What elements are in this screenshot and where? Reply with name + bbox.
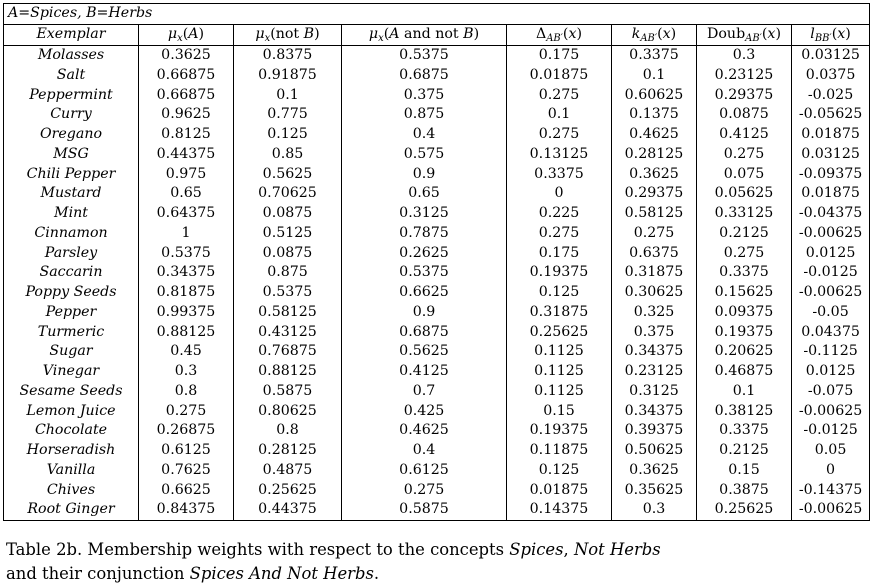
- value-cell: 0.125: [234, 125, 342, 145]
- exemplar-cell: Oregano: [4, 125, 139, 145]
- value-cell: 0.3375: [697, 421, 792, 441]
- value-cell: 0.9625: [139, 105, 234, 125]
- value-cell: 0.29375: [612, 184, 697, 204]
- value-cell: -0.14375: [792, 481, 870, 501]
- value-cell: 0.04375: [792, 323, 870, 343]
- value-cell: 0.4875: [234, 461, 342, 481]
- value-cell: 0: [792, 461, 870, 481]
- value-cell: 0.3: [139, 362, 234, 382]
- value-cell: 0.175: [507, 244, 612, 264]
- value-cell: 0.3125: [342, 204, 507, 224]
- value-cell: 0.31875: [507, 303, 612, 323]
- value-cell: 0.05: [792, 441, 870, 461]
- value-cell: 0.65: [139, 184, 234, 204]
- value-cell: 0.3125: [612, 382, 697, 402]
- value-cell: -0.00625: [792, 402, 870, 422]
- value-cell: -0.00625: [792, 283, 870, 303]
- value-cell: 0.2125: [697, 441, 792, 461]
- value-cell: 0.65: [342, 184, 507, 204]
- value-cell: -0.025: [792, 86, 870, 106]
- value-cell: 0.05625: [697, 184, 792, 204]
- value-cell: 0.15625: [697, 283, 792, 303]
- table-row: [4, 342, 870, 362]
- column-header-6: [697, 25, 792, 46]
- column-header-1: [139, 25, 234, 46]
- value-cell: 0.8: [234, 421, 342, 441]
- value-cell: 0.20625: [697, 342, 792, 362]
- caption-concept-spices: Spices: [509, 540, 564, 559]
- value-cell: 0.25625: [507, 323, 612, 343]
- value-cell: 0.3375: [697, 263, 792, 283]
- value-cell: -0.00625: [792, 500, 870, 520]
- value-cell: 0.3625: [139, 46, 234, 66]
- value-cell: 0.13125: [507, 145, 612, 165]
- value-cell: 0.375: [612, 323, 697, 343]
- value-cell: 0.5875: [342, 500, 507, 520]
- exemplar-cell: Pepper: [4, 303, 139, 323]
- value-cell: 0.34375: [139, 263, 234, 283]
- value-cell: 0.01875: [792, 125, 870, 145]
- column-header-2: [234, 25, 342, 46]
- value-cell: 0.0375: [792, 66, 870, 86]
- table-row: [4, 66, 870, 86]
- value-cell: 0.50625: [612, 441, 697, 461]
- value-cell: 0.5625: [234, 165, 342, 185]
- value-cell: 0.075: [697, 165, 792, 185]
- value-cell: 0.7: [342, 382, 507, 402]
- exemplar-cell: Horseradish: [4, 441, 139, 461]
- value-cell: 0.6875: [342, 323, 507, 343]
- value-cell: 0.275: [507, 86, 612, 106]
- value-cell: 0.375: [342, 86, 507, 106]
- value-cell: 0.775: [234, 105, 342, 125]
- value-cell: 0.19375: [697, 323, 792, 343]
- value-cell: 0.275: [507, 224, 612, 244]
- value-cell: 0.23125: [612, 362, 697, 382]
- table-row: [4, 165, 870, 185]
- value-cell: 0.3625: [612, 461, 697, 481]
- value-cell: 0.4: [342, 441, 507, 461]
- value-cell: 0.85: [234, 145, 342, 165]
- value-cell: 0.2125: [697, 224, 792, 244]
- column-header-base: k: [631, 26, 641, 43]
- value-cell: 0.5375: [342, 46, 507, 66]
- exemplar-cell: MSG: [4, 145, 139, 165]
- value-cell: 0.91875: [234, 66, 342, 86]
- exemplar-cell: Salt: [4, 66, 139, 86]
- value-cell: 0.0125: [792, 362, 870, 382]
- value-cell: 0.58125: [234, 303, 342, 323]
- exemplar-cell: Chili Pepper: [4, 165, 139, 185]
- value-cell: 0.225: [507, 204, 612, 224]
- column-header-base: l: [810, 26, 815, 43]
- table-body: [4, 46, 870, 521]
- value-cell: 0.66875: [139, 86, 234, 106]
- value-cell: 0.35625: [612, 481, 697, 501]
- value-cell: 0.6125: [342, 461, 507, 481]
- exemplar-cell: Chocolate: [4, 421, 139, 441]
- value-cell: 0.39375: [612, 421, 697, 441]
- value-cell: 0.15: [697, 461, 792, 481]
- value-cell: 0.0875: [234, 244, 342, 264]
- column-header-base: $\mu_x(not$ B): [255, 26, 320, 45]
- caption-text: Table 2b. Membership weights with respect to the concepts: [6, 540, 510, 559]
- value-cell: 0.875: [342, 105, 507, 125]
- exemplar-cell: Sugar: [4, 342, 139, 362]
- value-cell: 0.44375: [139, 145, 234, 165]
- table-row: [4, 46, 870, 66]
- value-cell: 0.30625: [612, 283, 697, 303]
- table-row: [4, 145, 870, 165]
- value-cell: 0.25625: [234, 481, 342, 501]
- column-header-base: Doub: [707, 26, 746, 43]
- value-cell: 0.1: [612, 66, 697, 86]
- value-cell: 0.43125: [234, 323, 342, 343]
- value-cell: 0.44375: [234, 500, 342, 520]
- caption-conjunction: Spices And Not Herbs: [189, 564, 374, 583]
- value-cell: 0.8375: [234, 46, 342, 66]
- value-cell: -0.00625: [792, 224, 870, 244]
- value-cell: 0.26875: [139, 421, 234, 441]
- exemplar-cell: Lemon Juice: [4, 402, 139, 422]
- table-row: [4, 303, 870, 323]
- table-row: [4, 461, 870, 481]
- value-cell: 0.15: [507, 402, 612, 422]
- value-cell: 0.125: [507, 283, 612, 303]
- value-cell: 0.5375: [234, 283, 342, 303]
- value-cell: 0.0125: [792, 244, 870, 264]
- table-row: [4, 421, 870, 441]
- value-cell: 0.275: [697, 145, 792, 165]
- value-cell: 0.09375: [697, 303, 792, 323]
- caption-concept-not-herbs: Not Herbs: [573, 540, 661, 559]
- value-cell: -0.05625: [792, 105, 870, 125]
- value-cell: 0.6625: [139, 481, 234, 501]
- table-row: [4, 402, 870, 422]
- column-header-subscript: BB′: [814, 33, 832, 45]
- value-cell: 0.9: [342, 165, 507, 185]
- value-cell: 0.11875: [507, 441, 612, 461]
- caption-text: and their conjunction: [6, 564, 190, 583]
- column-header-suffix: (x): [831, 26, 851, 43]
- exemplar-cell: Cinnamon: [4, 224, 139, 244]
- column-header-suffix: (x): [562, 26, 583, 43]
- value-cell: 0.3625: [612, 165, 697, 185]
- value-cell: 0.125: [507, 461, 612, 481]
- value-cell: 0.03125: [792, 145, 870, 165]
- value-cell: 0.0875: [234, 204, 342, 224]
- value-cell: 0.175: [507, 46, 612, 66]
- table-row: [4, 125, 870, 145]
- table-row: [4, 86, 870, 106]
- exemplar-cell: Vanilla: [4, 461, 139, 481]
- exemplar-cell: Chives: [4, 481, 139, 501]
- value-cell: -0.09375: [792, 165, 870, 185]
- exemplar-cell: Saccarin: [4, 263, 139, 283]
- column-header-3: [342, 25, 507, 46]
- value-cell: 0.4625: [342, 421, 507, 441]
- table-header-row: [4, 25, 870, 46]
- value-cell: 0.28125: [234, 441, 342, 461]
- value-cell: 0.275: [139, 402, 234, 422]
- exemplar-cell: Mint: [4, 204, 139, 224]
- caption-line-2: [6, 562, 866, 586]
- table-row: [4, 481, 870, 501]
- value-cell: 1: [139, 224, 234, 244]
- value-cell: 0.275: [507, 125, 612, 145]
- value-cell: 0.38125: [697, 402, 792, 422]
- value-cell: 0.3375: [612, 46, 697, 66]
- value-cell: 0.1125: [507, 362, 612, 382]
- column-header-base: $\mu_x(A)$: [167, 26, 205, 45]
- exemplar-cell: Peppermint: [4, 86, 139, 106]
- value-cell: 0.70625: [234, 184, 342, 204]
- value-cell: 0.5625: [342, 342, 507, 362]
- value-cell: -0.0125: [792, 421, 870, 441]
- table-row: [4, 263, 870, 283]
- exemplar-cell: Poppy Seeds: [4, 283, 139, 303]
- value-cell: 0.34375: [612, 402, 697, 422]
- value-cell: 0.8125: [139, 125, 234, 145]
- value-cell: -0.04375: [792, 204, 870, 224]
- table-row: [4, 204, 870, 224]
- value-cell: 0.01875: [507, 66, 612, 86]
- value-cell: 0.19375: [507, 263, 612, 283]
- value-cell: 0.1125: [507, 382, 612, 402]
- exemplar-cell: Parsley: [4, 244, 139, 264]
- value-cell: 0.875: [234, 263, 342, 283]
- value-cell: 0.01875: [792, 184, 870, 204]
- table-row: [4, 224, 870, 244]
- table-row: [4, 184, 870, 204]
- value-cell: 0: [507, 184, 612, 204]
- value-cell: 0.81875: [139, 283, 234, 303]
- value-cell: 0.19375: [507, 421, 612, 441]
- membership-weights-table: [3, 3, 870, 521]
- value-cell: 0.3875: [697, 481, 792, 501]
- value-cell: 0.80625: [234, 402, 342, 422]
- value-cell: 0.5375: [342, 263, 507, 283]
- value-cell: 0.575: [342, 145, 507, 165]
- value-cell: 0.5125: [234, 224, 342, 244]
- value-cell: 0.23125: [697, 66, 792, 86]
- value-cell: 0.60625: [612, 86, 697, 106]
- caption-period: .: [373, 564, 380, 583]
- value-cell: 0.31875: [612, 263, 697, 283]
- value-cell: 0.76875: [234, 342, 342, 362]
- value-cell: 0.29375: [697, 86, 792, 106]
- table-row: [4, 382, 870, 402]
- value-cell: 0.5375: [139, 244, 234, 264]
- value-cell: 0.6375: [612, 244, 697, 264]
- exemplar-cell: Vinegar: [4, 362, 139, 382]
- value-cell: 0.4: [342, 125, 507, 145]
- value-cell: 0.4625: [612, 125, 697, 145]
- table-row: [4, 362, 870, 382]
- value-cell: 0.0875: [697, 105, 792, 125]
- value-cell: 0.275: [342, 481, 507, 501]
- value-cell: 0.1: [234, 86, 342, 106]
- value-cell: 0.66875: [139, 66, 234, 86]
- column-header-0: [4, 25, 139, 46]
- value-cell: 0.99375: [139, 303, 234, 323]
- value-cell: 0.1125: [507, 342, 612, 362]
- value-cell: 0.325: [612, 303, 697, 323]
- caption-line-1: [6, 538, 866, 562]
- column-header-base: Exemplar: [36, 26, 106, 43]
- value-cell: 0.03125: [792, 46, 870, 66]
- table-title-row: [4, 4, 870, 25]
- value-cell: 0.6125: [139, 441, 234, 461]
- value-cell: 0.33125: [697, 204, 792, 224]
- value-cell: 0.45: [139, 342, 234, 362]
- column-header-base: Δ: [535, 26, 547, 43]
- exemplar-cell: Mustard: [4, 184, 139, 204]
- column-header-base: $\mu_x(A$ and not B): [368, 26, 480, 45]
- value-cell: 0.975: [139, 165, 234, 185]
- value-cell: 0.3375: [507, 165, 612, 185]
- value-cell: 0.1: [697, 382, 792, 402]
- value-cell: 0.6625: [342, 283, 507, 303]
- value-cell: 0.8: [139, 382, 234, 402]
- table-row: [4, 105, 870, 125]
- value-cell: 0.7875: [342, 224, 507, 244]
- table-container: [3, 3, 869, 521]
- column-header-suffix: (x): [761, 26, 781, 43]
- value-cell: 0.275: [612, 224, 697, 244]
- value-cell: 0.64375: [139, 204, 234, 224]
- value-cell: 0.3: [612, 500, 697, 520]
- value-cell: -0.1125: [792, 342, 870, 362]
- value-cell: 0.28125: [612, 145, 697, 165]
- value-cell: 0.6875: [342, 66, 507, 86]
- value-cell: 0.4125: [697, 125, 792, 145]
- value-cell: 0.25625: [697, 500, 792, 520]
- value-cell: -0.0125: [792, 263, 870, 283]
- exemplar-cell: Sesame Seeds: [4, 382, 139, 402]
- table-caption: [6, 538, 866, 586]
- value-cell: 0.5875: [234, 382, 342, 402]
- table-row: [4, 323, 870, 343]
- column-header-subscript: AB′: [745, 33, 762, 45]
- value-cell: 0.34375: [612, 342, 697, 362]
- table-row: [4, 283, 870, 303]
- column-header-suffix: (x): [657, 26, 677, 43]
- value-cell: 0.01875: [507, 481, 612, 501]
- value-cell: 0.1375: [612, 105, 697, 125]
- column-header-subscript: AB′: [640, 33, 658, 45]
- value-cell: 0.14375: [507, 500, 612, 520]
- value-cell: 0.88125: [234, 362, 342, 382]
- column-header-4: [507, 25, 612, 46]
- column-header-5: [612, 25, 697, 46]
- exemplar-cell: Molasses: [4, 46, 139, 66]
- value-cell: 0.1: [507, 105, 612, 125]
- column-header-subscript: AB′: [546, 33, 563, 45]
- value-cell: 0.9: [342, 303, 507, 323]
- caption-separator: ,: [563, 540, 574, 559]
- value-cell: 0.46875: [697, 362, 792, 382]
- value-cell: 0.3: [697, 46, 792, 66]
- value-cell: 0.425: [342, 402, 507, 422]
- exemplar-cell: Curry: [4, 105, 139, 125]
- column-header-7: [792, 25, 870, 46]
- value-cell: 0.4125: [342, 362, 507, 382]
- value-cell: 0.84375: [139, 500, 234, 520]
- value-cell: 0.88125: [139, 323, 234, 343]
- table-row: [4, 244, 870, 264]
- value-cell: 0.58125: [612, 204, 697, 224]
- value-cell: -0.05: [792, 303, 870, 323]
- table-row: [4, 441, 870, 461]
- value-cell: 0.7625: [139, 461, 234, 481]
- exemplar-cell: Turmeric: [4, 323, 139, 343]
- value-cell: -0.075: [792, 382, 870, 402]
- exemplar-cell: Root Ginger: [4, 500, 139, 520]
- table-title: A=Spices, B=Herbs: [4, 4, 870, 25]
- table-row: [4, 500, 870, 520]
- value-cell: 0.275: [697, 244, 792, 264]
- value-cell: 0.2625: [342, 244, 507, 264]
